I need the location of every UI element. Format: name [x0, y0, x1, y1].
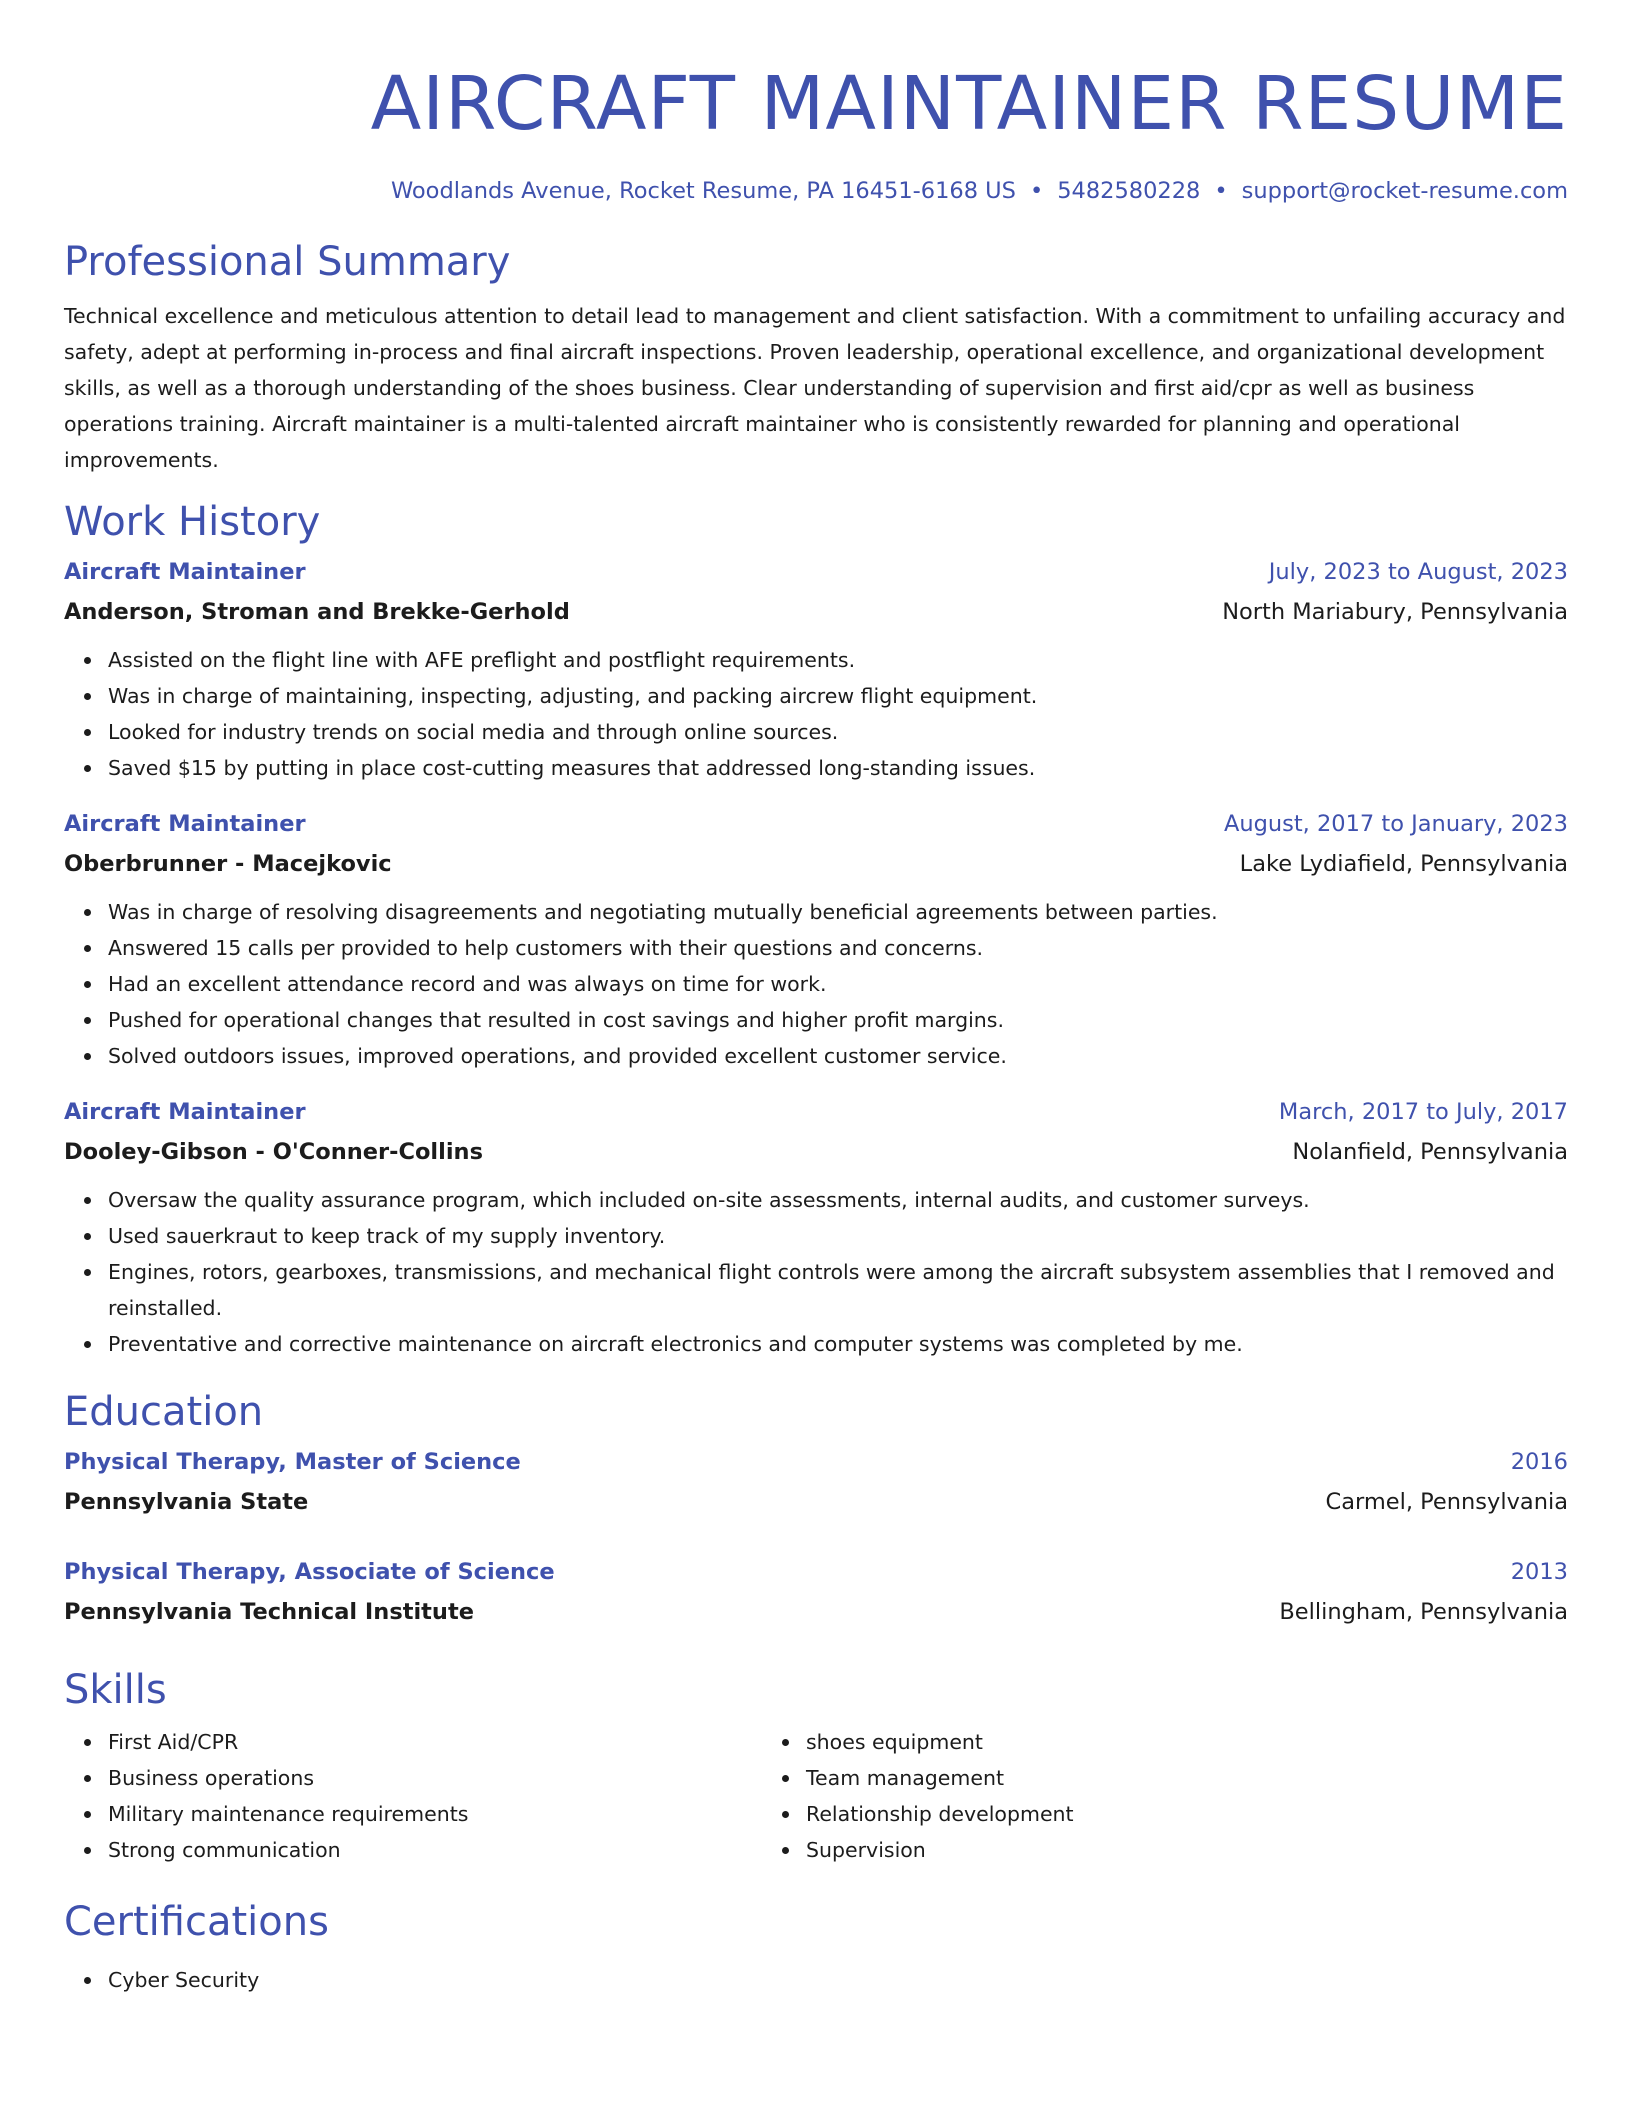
- education-location: Carmel, Pennsylvania: [1325, 1489, 1568, 1515]
- education-location: Bellingham, Pennsylvania: [1279, 1599, 1568, 1625]
- education-school: Pennsylvania Technical Institute: [64, 1599, 474, 1625]
- skill-item: Team management: [806, 1760, 1460, 1796]
- job-role: Aircraft Maintainer: [64, 811, 306, 837]
- contact-phone: 5482580228: [1057, 178, 1201, 204]
- skill-item: Strong communication: [108, 1832, 762, 1868]
- certifications-heading: Certifications: [64, 1899, 329, 1945]
- job-role: Aircraft Maintainer: [64, 1099, 306, 1125]
- job-bullets: [64, 894, 1568, 1074]
- skill-item: Military maintenance requirements: [108, 1796, 762, 1832]
- job-bullets: [64, 1182, 1568, 1362]
- contact-email: support@rocket-resume.com: [1241, 178, 1568, 204]
- summary-heading: Professional Summary: [64, 239, 511, 285]
- job-bullets: [64, 642, 1568, 786]
- contact-line: [64, 176, 1568, 206]
- job-bullet: Oversaw the quality assurance program, which included on-site assessments, internal audits, and customer surveys.: [108, 1182, 1568, 1218]
- job-bullet: Pushed for operational changes that resulted in cost savings and higher profit margins.: [108, 1002, 1568, 1038]
- education-entry: [64, 1552, 1568, 1632]
- skills-grid: [64, 1724, 1568, 1868]
- job-bullet: Was in charge of resolving disagreements and negotiating mutually beneficial agreements between parties.: [108, 894, 1568, 930]
- job-dates: March, 2017 to July, 2017: [1278, 1099, 1568, 1125]
- work-history-heading: Work History: [64, 499, 321, 545]
- job-company: Anderson, Stroman and Brekke-Gerhold: [64, 599, 570, 625]
- job-location: North Mariabury, Pennsylvania: [1222, 599, 1568, 625]
- education-degree: Physical Therapy, Master of Science: [64, 1449, 521, 1475]
- contact-address: Woodlands Avenue, Rocket Resume, PA 16451-6168 US: [390, 178, 1016, 204]
- job-entry: [64, 552, 1568, 786]
- job-bullet: Answered 15 calls per provided to help customers with their questions and concerns.: [108, 930, 1568, 966]
- job-bullet: Solved outdoors issues, improved operations, and provided excellent customer service.: [108, 1038, 1568, 1074]
- skill-item: shoes equipment: [806, 1724, 1460, 1760]
- education-year: 2013: [1510, 1559, 1568, 1585]
- job-entry: [64, 804, 1568, 1074]
- skill-item: First Aid/CPR: [108, 1724, 762, 1760]
- job-company: Dooley-Gibson - O'Conner-Collins: [64, 1139, 483, 1165]
- skill-item: Business operations: [108, 1760, 762, 1796]
- job-bullet: Saved $15 by putting in place cost-cutting measures that addressed long-standing issues.: [108, 750, 1568, 786]
- skills-column-right: [762, 1724, 1460, 1868]
- job-dates: July, 2023 to August, 2023: [1268, 559, 1568, 585]
- skills-heading: Skills: [64, 1667, 167, 1713]
- contact-separator: •: [1029, 178, 1044, 204]
- job-entry: [64, 1092, 1568, 1362]
- job-bullet: Had an excellent attendance record and was always on time for work.: [108, 966, 1568, 1002]
- resume-page: [64, 0, 1568, 1998]
- certifications-list: [64, 1962, 1568, 1998]
- job-bullet: Used sauerkraut to keep track of my supply inventory.: [108, 1218, 1568, 1254]
- job-dates: August, 2017 to January, 2023: [1223, 811, 1568, 837]
- education-year: 2016: [1510, 1449, 1568, 1475]
- job-bullet: Assisted on the flight line with AFE preflight and postflight requirements.: [108, 642, 1568, 678]
- education-school: Pennsylvania State: [64, 1489, 309, 1515]
- job-company: Oberbrunner - Macejkovic: [64, 851, 392, 877]
- certification-item: Cyber Security: [108, 1962, 1568, 1998]
- job-location: Nolanfield, Pennsylvania: [1292, 1139, 1568, 1165]
- education-degree: Physical Therapy, Associate of Science: [64, 1559, 555, 1585]
- job-bullet: Engines, rotors, gearboxes, transmissions, and mechanical flight controls were among the aircraft subsystem assemblies that I removed and reinstalled.: [108, 1254, 1568, 1326]
- education-heading: Education: [64, 1389, 264, 1435]
- job-location: Lake Lydiafield, Pennsylvania: [1239, 851, 1568, 877]
- job-bullet: Preventative and corrective maintenance on aircraft electronics and computer systems was completed by me.: [108, 1326, 1568, 1362]
- job-bullet: Was in charge of maintaining, inspecting, adjusting, and packing aircrew flight equipment.: [108, 678, 1568, 714]
- contact-separator: •: [1214, 178, 1228, 204]
- education-entry: [64, 1442, 1568, 1522]
- job-role: Aircraft Maintainer: [64, 559, 306, 585]
- skill-item: Supervision: [806, 1832, 1460, 1868]
- skills-column-left: [64, 1724, 762, 1868]
- resume-title: AIRCRAFT MAINTAINER RESUME: [370, 61, 1568, 147]
- summary-text: Technical excellence and meticulous attention to detail lead to management and client satisfaction. With a commitment to unfailing accuracy and safety, adept at performing in-process and final aircraft inspections. Proven leadership, operational excellence, and organizational development skills, as well as a thorough understanding of the shoes business. Clear understanding of supervision and first aid/cpr as well as business operations training. Aircraft maintainer is a multi-talented aircraft maintainer who is consistently rewarded for planning and operational improvements.: [64, 304, 1566, 472]
- skill-item: Relationship development: [806, 1796, 1460, 1832]
- job-bullet: Looked for industry trends on social media and through online sources.: [108, 714, 1568, 750]
